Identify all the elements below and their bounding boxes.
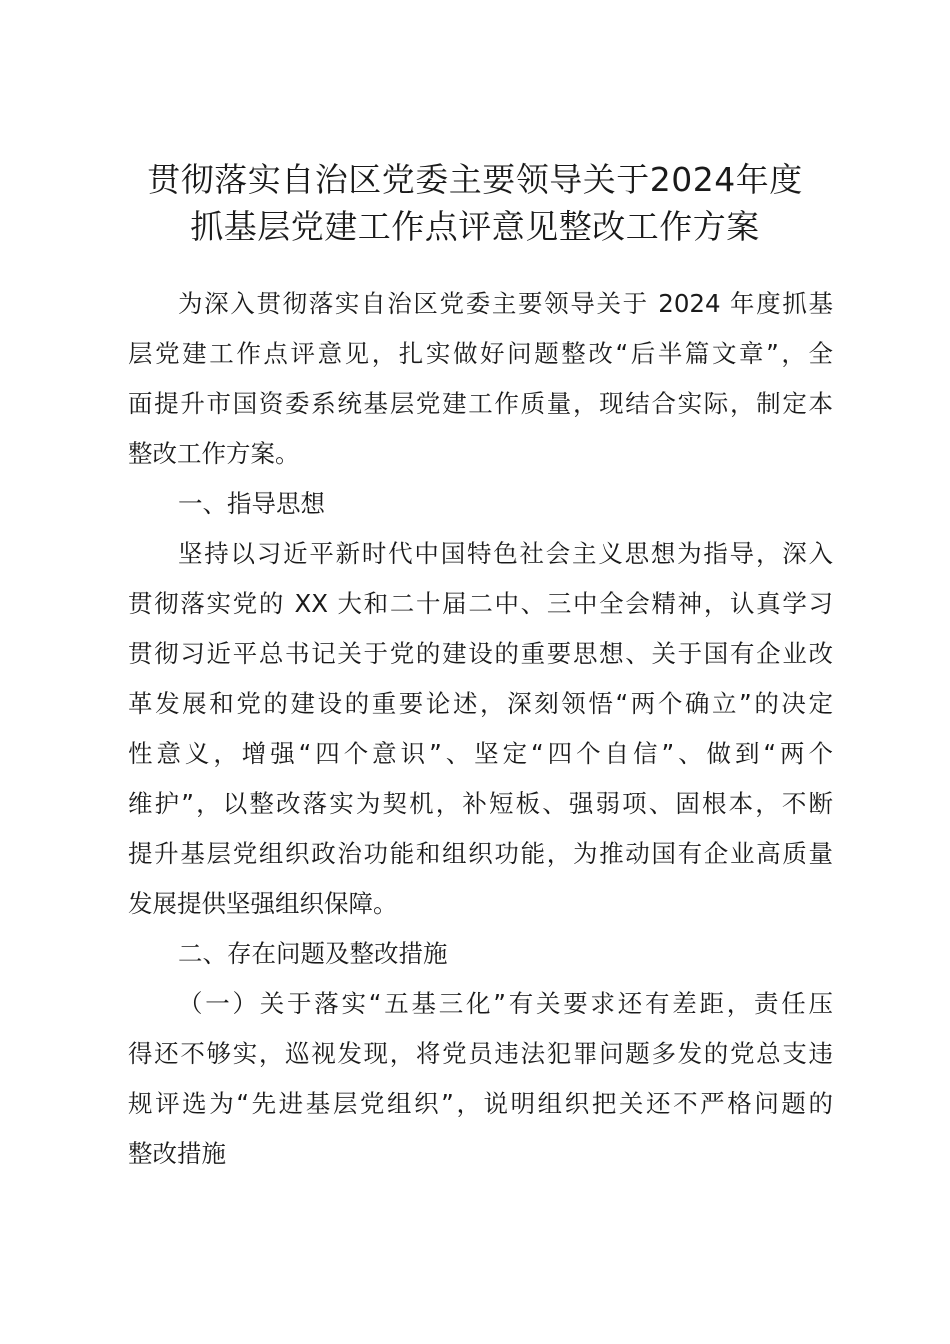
paragraph-line: 性意义，增强“四个意识”、坚定“四个自信”、做到“两个 [128, 739, 833, 768]
problem-1-paragraph [128, 979, 833, 1179]
section-heading: 二、存在问题及整改措施 [178, 939, 448, 968]
document-title [100, 156, 850, 250]
paragraph-line: 坚持以习近平新时代中国特色社会主义思想为指导，深入 [178, 539, 833, 568]
paragraph-line: 发展提供坚强组织保障。 [128, 889, 398, 918]
section-heading-problems [128, 929, 833, 979]
section-heading-guiding-ideology [128, 479, 833, 529]
paragraph-line: 整改措施 [128, 1139, 226, 1168]
paragraph-line: 提升基层党组织政治功能和组织功能，为推动国有企业高质量 [128, 839, 833, 868]
paragraph-line: 为深入贯彻落实自治区党委主要领导关于 2024 年度抓基 [178, 289, 833, 318]
paragraph-line: 得还不够实，巡视发现，将党员违法犯罪问题多发的党总支违 [128, 1039, 833, 1068]
title-line-2: 抓基层党建工作点评意见整改工作方案 [190, 207, 760, 246]
document-body [128, 279, 833, 1179]
section-heading: 一、指导思想 [178, 489, 325, 518]
guiding-ideology-paragraph [128, 529, 833, 929]
paragraph-line: （一）关于落实“五基三化”有关要求还有差距，责任压 [178, 989, 833, 1018]
title-line-1: 贯彻落实自治区党委主要领导关于2024年度 [147, 160, 803, 199]
paragraph-line: 整改工作方案。 [128, 439, 300, 468]
intro-paragraph [128, 279, 833, 479]
paragraph-line: 革发展和党的建设的重要论述，深刻领悟“两个确立”的决定 [128, 689, 833, 718]
paragraph-line: 规评选为“先进基层党组织”，说明组织把关还不严格问题的 [128, 1089, 833, 1118]
paragraph-line: 贯彻习近平总书记关于党的建设的重要思想、关于国有企业改 [128, 639, 833, 668]
paragraph-line: 面提升市国资委系统基层党建工作质量，现结合实际，制定本 [128, 389, 833, 418]
paragraph-line: 层党建工作点评意见，扎实做好问题整改“后半篇文章”，全 [128, 339, 833, 368]
paragraph-line: 维护”，以整改落实为契机，补短板、强弱项、固根本，不断 [128, 789, 833, 818]
paragraph-line: 贯彻落实党的 XX 大和二十届二中、三中全会精神，认真学习 [128, 589, 833, 618]
